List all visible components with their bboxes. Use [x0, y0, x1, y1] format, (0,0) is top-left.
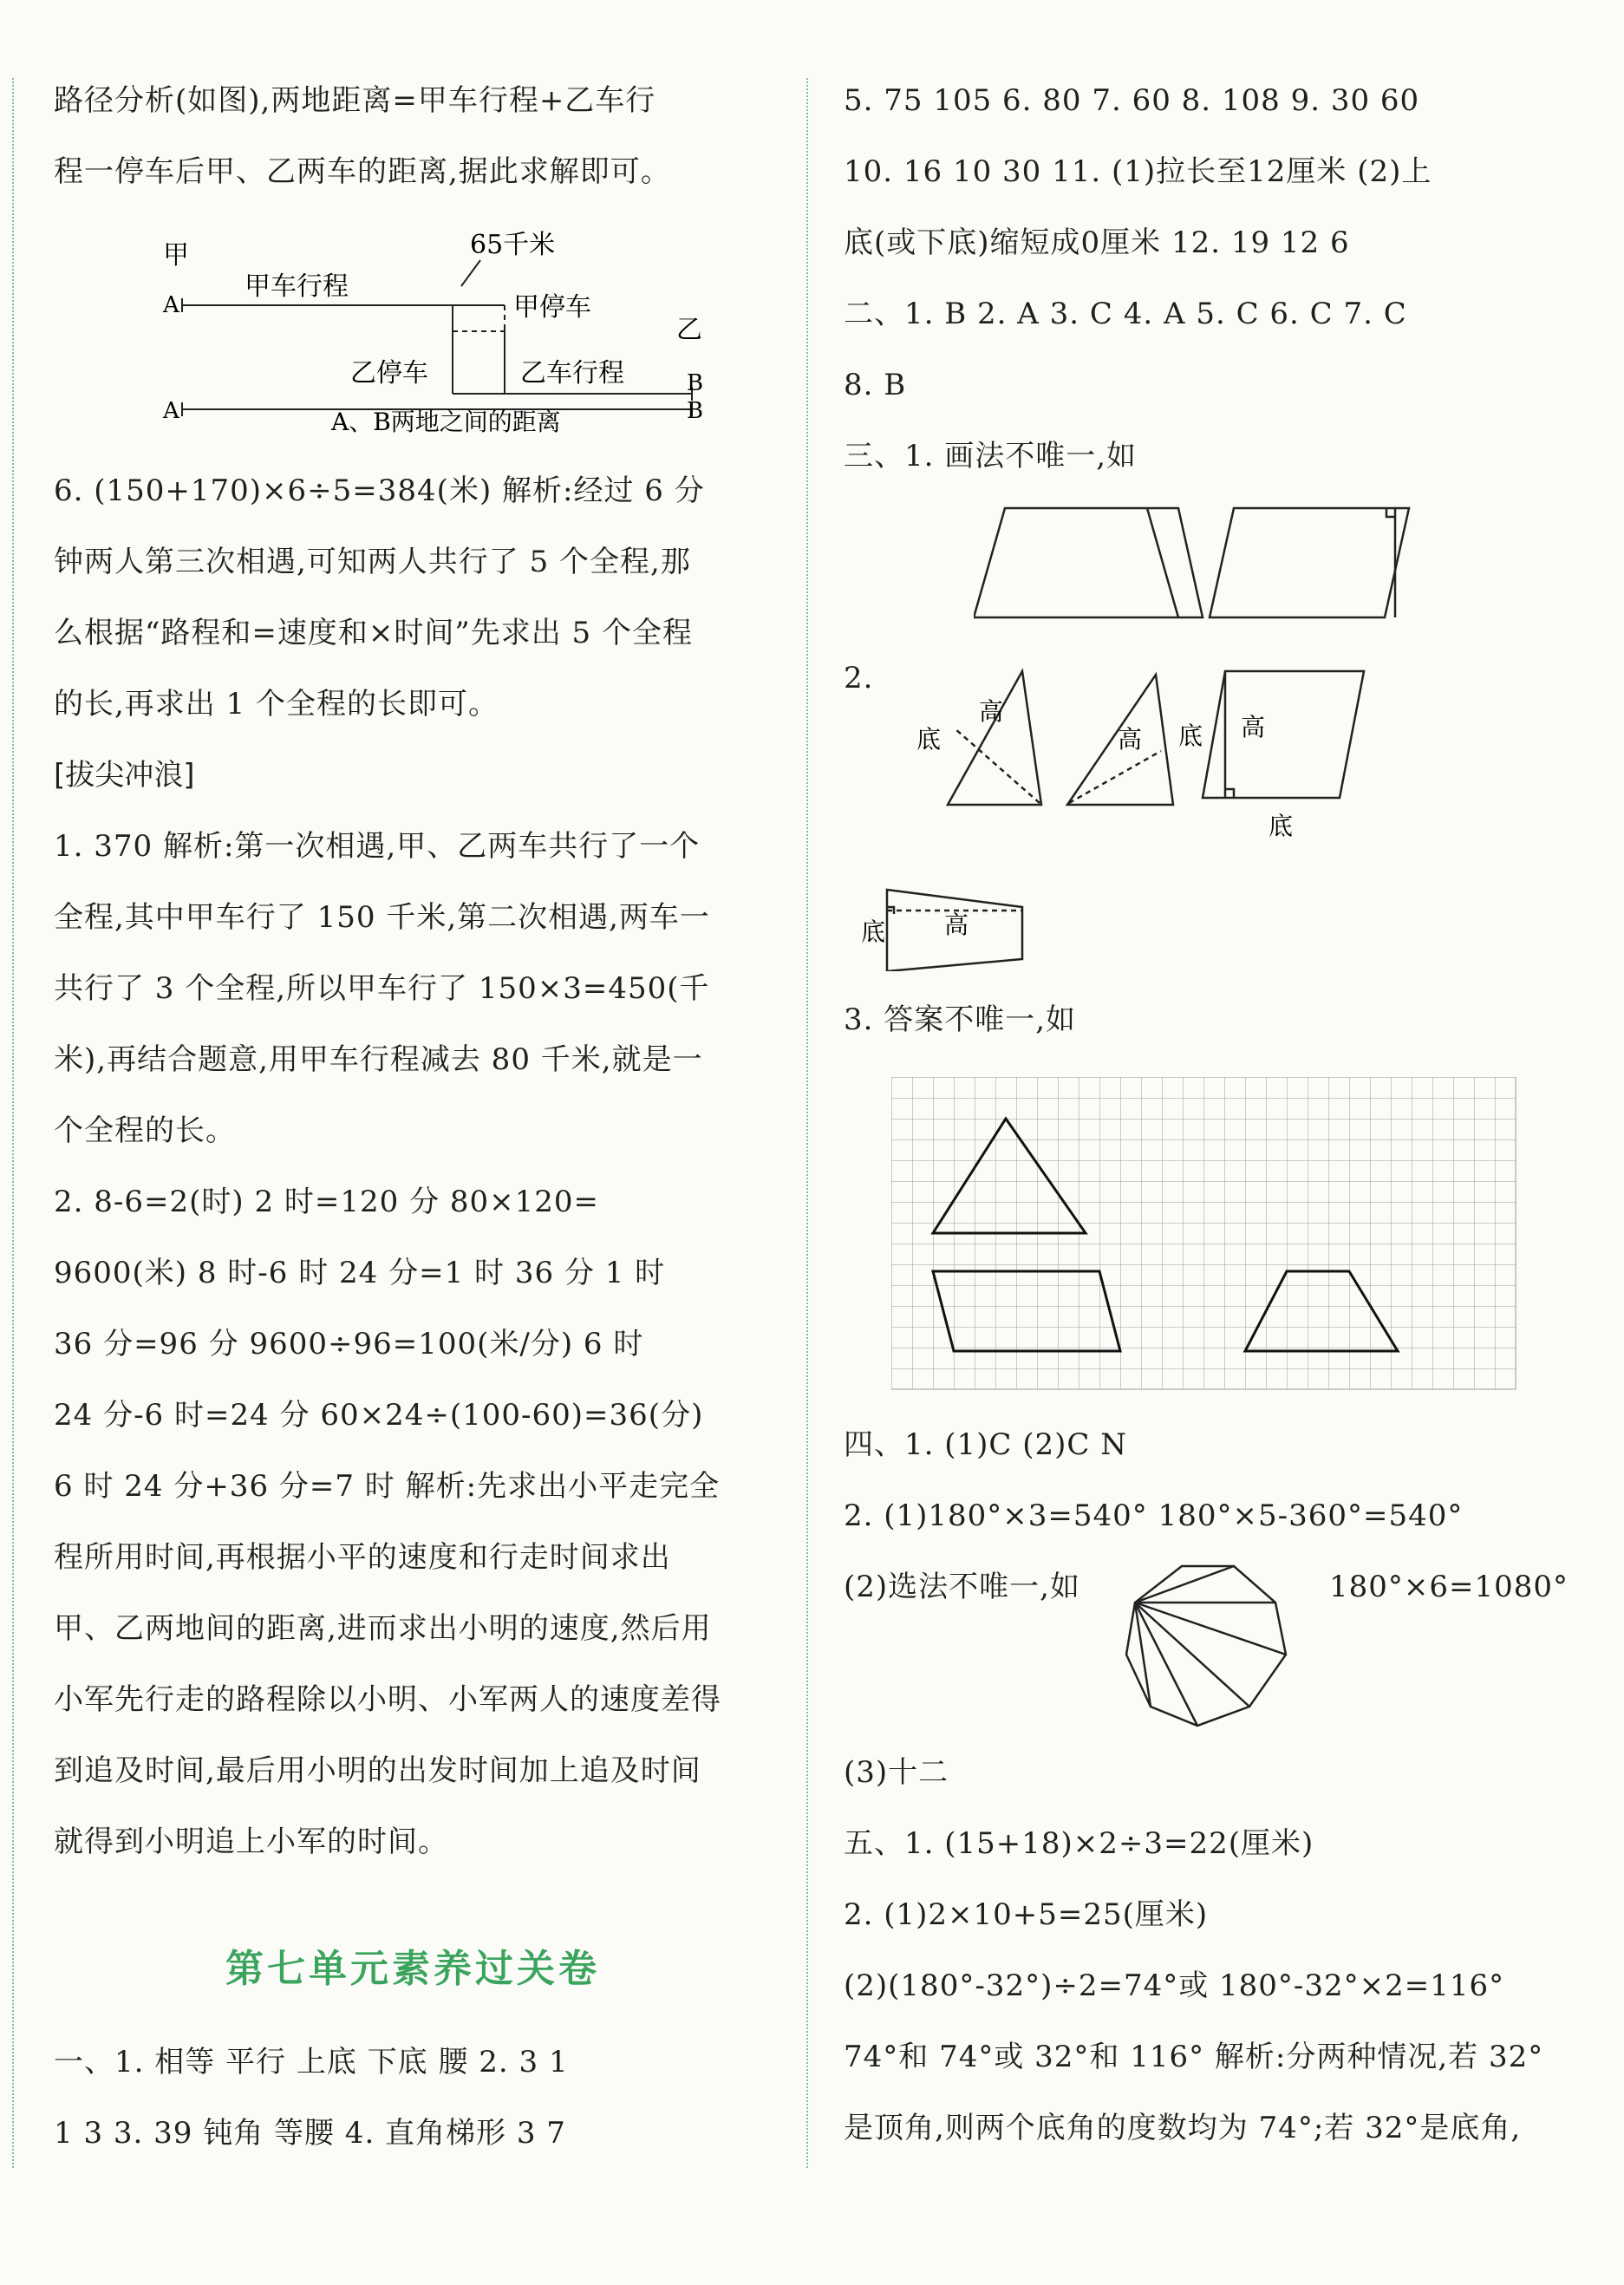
text-line: (2)(180°-32°)÷2=74°或 180°-32°×2=116° — [844, 1968, 1505, 2003]
text-line: 6. (150+170)×6÷5=384(米) 解析:经过 6 分 — [54, 473, 705, 508]
text-line: 2. (1)180°×3=540° 180°×5-360°=540° — [844, 1498, 1464, 1533]
text-line: 10. 16 10 30 11. (1)拉长至12厘米 (2)上 — [844, 154, 1432, 189]
text-line: 2. 8-6=2(时) 2 时=120 分 80×120= — [54, 1185, 600, 1219]
text-line: 四、1. (1)C (2)C N — [844, 1427, 1127, 1462]
text-line: 小军先行走的路程除以小明、小军两人的速度差得 — [54, 1682, 721, 1717]
text-line: 1 3 3. 39 钝角 等腰 4. 直角梯形 3 7 — [54, 2116, 566, 2151]
label-65km: 65千米 — [470, 230, 556, 260]
text-line: 三、1. 画法不唯一,如 — [844, 439, 1138, 473]
text-line: 个全程的长。 — [54, 1113, 236, 1148]
text-line: (3)十二 — [844, 1755, 949, 1790]
label-jia: 甲 — [163, 240, 189, 271]
text-line: 9600(米) 8 时-6 时 24 分=1 时 36 分 1 时 — [54, 1256, 666, 1290]
text-line: 180°×6=1080° — [1329, 1570, 1569, 1604]
text-line: 6 时 24 分+36 分=7 时 解析:先求出小平走完全 — [54, 1469, 721, 1504]
label-base: 底 — [861, 917, 886, 946]
text-line: 36 分=96 分 9600÷96=100(米/分) 6 时 — [54, 1327, 644, 1361]
label-jia-stop: 甲停车 — [513, 292, 591, 323]
text-line: 底(或下底)缩短成0厘米 12. 19 12 6 — [844, 225, 1350, 260]
text-line: 米),再结合题意,用甲车行程减去 80 千米,就是一 — [54, 1042, 703, 1077]
label-jia-route: 甲车行程 — [245, 271, 349, 302]
text-line: 一、1. 相等 平行 上底 下底 腰 2. 3 1 — [54, 2045, 569, 2079]
label-yi: 乙 — [676, 315, 702, 345]
text-line: 5. 75 105 6. 80 7. 60 8. 108 9. 30 60 — [844, 83, 1420, 118]
text-line: 2. (1)2×10+5=25(厘米) — [844, 1897, 1209, 1932]
text-line: 五、1. (15+18)×2÷3=22(厘米) — [844, 1826, 1314, 1861]
text-line: 是顶角,则两个底角的度数均为 74°;若 32°是底角, — [844, 2111, 1522, 2145]
text-line: 3. 答案不唯一,如 — [844, 1002, 1077, 1037]
label-height: 高 — [1118, 725, 1143, 754]
text-line: 甲、乙两地间的距离,进而求出小明的速度,然后用 — [54, 1611, 712, 1646]
text-line: 24 分-6 时=24 分 60×24÷(100-60)=36(分) — [54, 1398, 704, 1433]
text-line: 二、1. B 2. A 3. C 4. A 5. C 6. C 7. C — [844, 297, 1407, 331]
parallelogram-figures — [974, 505, 1425, 626]
height-figures — [861, 650, 1555, 971]
label-yi-route: 乙车行程 — [520, 358, 624, 388]
label-yi-stop: 乙停车 — [350, 358, 428, 388]
left-margin-guide — [12, 78, 14, 2168]
text-line: 8. B — [844, 368, 907, 402]
label-base: 底 — [1269, 812, 1294, 840]
label-base: 底 — [1178, 721, 1203, 750]
label-b: B — [687, 370, 704, 396]
text-line: (2)选法不唯一,如 — [844, 1570, 1080, 1604]
text-line: 到追及时间,最后用小明的出发时间加上追及时间 — [54, 1753, 701, 1788]
text-line: 74°和 74°或 32°和 116° 解析:分两种情况,若 32° — [844, 2040, 1544, 2074]
text-line: 程所用时间,再根据小平的速度和行走时间求出 — [54, 1540, 671, 1575]
text-line: 么根据“路程和=速度和×时间”先求出 5 个全程 — [54, 616, 693, 650]
label-height: 高 — [1241, 713, 1266, 741]
label-ab-distance: A、B两地之间的距离 — [331, 408, 561, 434]
text-line: 2. — [844, 661, 874, 695]
octagon-figure — [1121, 1559, 1295, 1733]
text-line: 共行了 3 个全程,所以甲车行了 150×3=450(千 — [54, 971, 710, 1006]
label-height: 高 — [979, 697, 1004, 726]
text-line: 1. 370 解析:第一次相遇,甲、乙两车共行了一个 — [54, 829, 701, 864]
unit-title: 第七单元素养过关卷 — [225, 1947, 600, 1991]
grid-drawing — [891, 1077, 1519, 1391]
label-b2: B — [687, 398, 704, 424]
column-divider — [806, 78, 808, 2168]
text-line: 程一停车后甲、乙两车的距离,据此求解即可。 — [54, 154, 671, 189]
route-diagram — [158, 225, 713, 434]
label-base: 底 — [916, 725, 942, 754]
label-a2: A — [163, 398, 179, 424]
text-line: 的长,再求出 1 个全程的长即可。 — [54, 687, 499, 721]
text-line: 就得到小明追上小军的时间。 — [54, 1825, 448, 1859]
text-line: 钟两人第三次相遇,可知两人共行了 5 个全程,那 — [54, 545, 691, 579]
text-line: 全程,其中甲车行了 150 千米,第二次相遇,两车一 — [54, 900, 710, 935]
section-tag: [拔尖冲浪] — [54, 758, 195, 793]
text-line: 路径分析(如图),两地距离=甲车行程+乙车行 — [54, 83, 656, 118]
label-a: A — [163, 292, 179, 318]
label-height: 高 — [944, 911, 969, 939]
